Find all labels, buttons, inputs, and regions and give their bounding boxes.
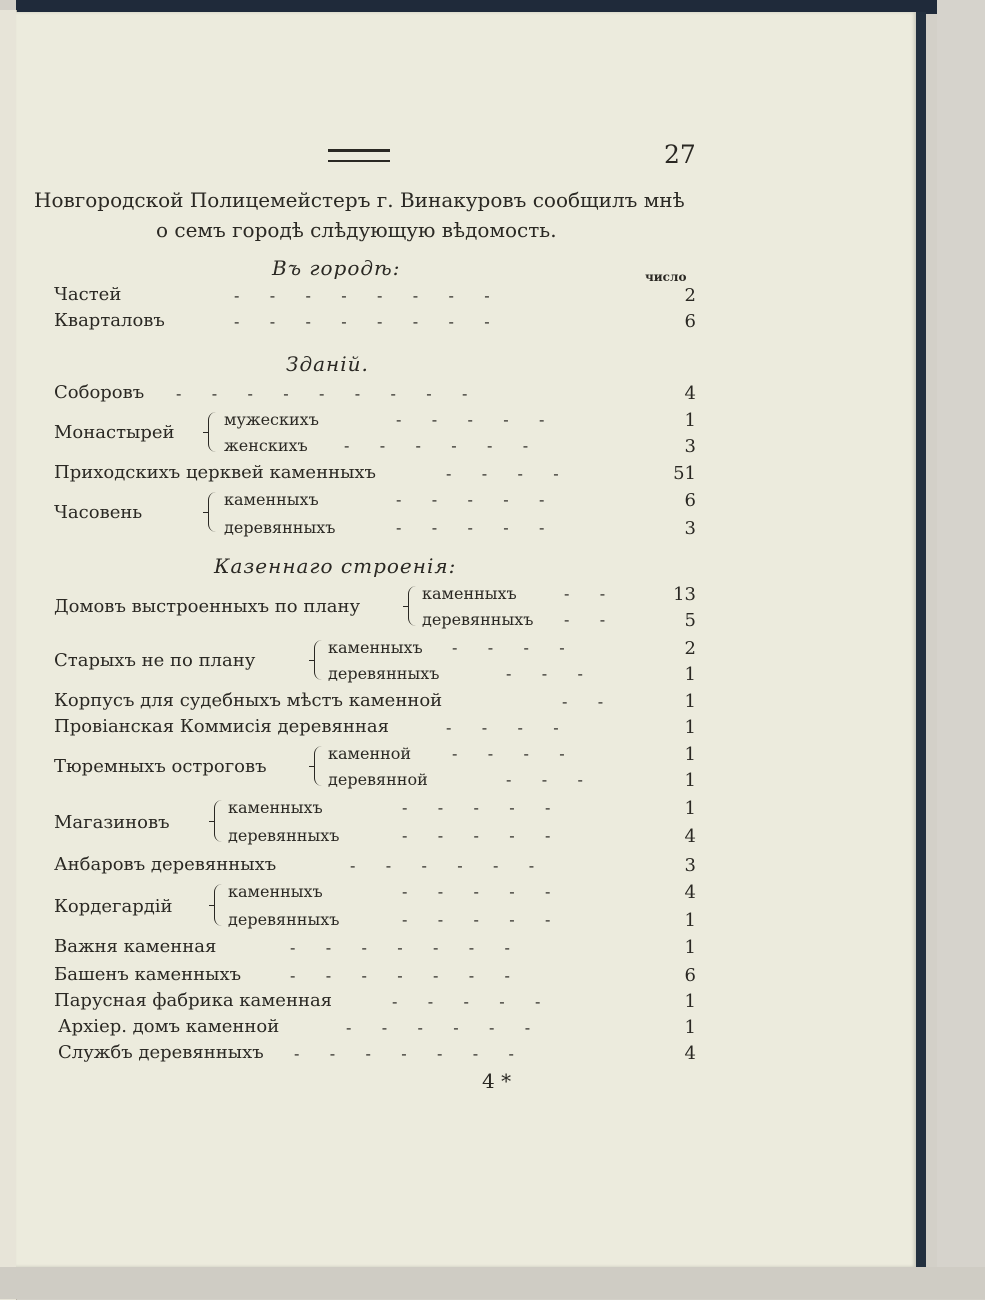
dash-leader: - - - - - - - [294,1044,516,1063]
dash-leader: - - - - - [396,518,547,537]
row-value: 1 [684,410,696,431]
dash-leader: - - - - - [402,882,553,901]
heading-line-2: о семъ городѣ слѣдующую вѣдомость. [156,218,557,242]
row-label-monastyrey: Монастырей [54,422,175,443]
dash-leader: - - [564,610,608,629]
row-value-chastey: 2 [684,285,696,306]
row-value-bashen: 6 [684,965,696,986]
row-label-magazinov: Магазиновъ [54,812,170,833]
row-label-parusnaya: Парусная фабрика каменная [54,990,333,1011]
row-label-kordegardiy: Кордегардій [54,896,173,917]
sub-label: каменныхъ [224,490,319,509]
row-value-kvartalov: 6 [684,311,696,332]
sub-label: мужескихъ [224,410,319,429]
brace [408,586,417,626]
row-value: 1 [684,664,696,685]
sub-label: каменныхъ [228,798,323,817]
dash-leader: - - - - - - [344,436,531,455]
binding-right [937,0,985,1299]
brace [214,800,223,842]
row-value: 4 [684,882,696,903]
sub-label: деревянныхъ [328,664,440,683]
brace [214,884,223,926]
row-value-prikhodskikh: 51 [673,463,696,484]
row-label-prikhodskikh: Приходскихъ церквей каменныхъ [54,462,377,483]
dash-leader: - - - - [446,718,561,737]
row-label-proviantskaya: Провіанская Коммисія деревянная [54,716,389,737]
row-value: 2 [684,638,696,659]
row-value-korpus: 1 [684,691,696,712]
dash-leader: - - - - [446,464,561,483]
dash-leader: - - - - [452,744,567,763]
row-value: 6 [684,490,696,511]
row-value-sluzhb: 4 [684,1043,696,1064]
row-label-chastey: Частей [54,284,122,305]
row-value: 3 [684,518,696,539]
sub-label: деревянныхъ [228,826,340,845]
row-label-chasoven: Часовень [54,502,143,523]
row-value-vazhnya: 1 [684,937,696,958]
row-label-bashen: Башенъ каменныхъ [54,964,242,985]
row-value-parusnaya: 1 [684,991,696,1012]
section-v-gorode: Въ городѣ: [272,256,401,280]
brace [208,492,217,532]
sub-label: деревянныхъ [224,518,336,537]
facing-page-edge [0,10,17,1300]
dash-leader: - - - - - - - - - [176,384,470,403]
heading-line-1: Новгородской Полицемейстеръ г. Винакуровъ сообщилъ мнѣ [34,188,685,212]
row-label-anbarov: Анбаровъ деревянныхъ [54,854,277,875]
dash-leader: - - [564,584,608,603]
sub-label: деревянныхъ [422,610,534,629]
dash-leader: - - - - - [402,910,553,929]
row-value: 1 [684,910,696,931]
dash-leader: - - - - - - - - [234,312,492,331]
row-value: 13 [673,584,696,605]
row-value: 5 [684,610,696,631]
sub-label: каменныхъ [422,584,517,603]
dash-leader: - - - [506,664,585,683]
dash-leader: - - - [506,770,585,789]
dash-leader: - - - - - [396,490,547,509]
dash-leader: - - - - [452,638,567,657]
sub-label: каменныхъ [228,882,323,901]
sub-label: женскихъ [224,436,308,455]
dash-leader: - - - - - - - [290,938,512,957]
row-value: 4 [684,826,696,847]
row-label-starykh: Старыхъ не по плану [54,650,256,671]
sub-label: деревянной [328,770,428,789]
section-kazennago: Казеннаго строенія: [214,554,457,578]
dash-leader: - - - - - - [346,1018,533,1037]
dash-leader: - - - - - - [350,856,537,875]
column-label: число [645,270,687,284]
brace [208,412,217,452]
sub-label: каменныхъ [328,638,423,657]
dash-leader: - - - - - [402,798,553,817]
book-page [16,12,916,1267]
row-label-korpus: Корпусъ для судебныхъ мѣстъ каменной [54,690,443,711]
row-value-proviantskaya: 1 [684,717,696,738]
row-value: 1 [684,798,696,819]
row-label-sluzhb: Службъ деревянныхъ [58,1042,264,1063]
dash-leader: - - - - - [392,992,543,1011]
row-value-anbarov: 3 [684,855,696,876]
row-label-arkhier: Архіер. домъ каменной [58,1016,280,1037]
row-value-soborov: 4 [684,383,696,404]
brace [314,746,323,786]
dash-leader: - - - - - - - - [234,286,492,305]
signature-mark: 4 * [482,1069,512,1093]
row-value: 1 [684,770,696,791]
row-label-tyuremnykh: Тюремныхъ остроговъ [54,756,267,777]
row-label-domov: Домовъ выстроенныхъ по плану [54,596,361,617]
dash-leader: - - [562,692,606,711]
sub-label: деревянныхъ [228,910,340,929]
row-label-kvartalov: Кварталовъ [54,310,165,331]
header-rule [328,149,390,162]
dash-leader: - - - - - - - [290,966,512,985]
row-value: 1 [684,744,696,765]
brace [314,640,323,680]
row-label-vazhnya: Важня каменная [54,936,217,957]
bottom-margin [0,1267,985,1299]
row-label-soborov: Соборовъ [54,382,145,403]
row-value-arkhier: 1 [684,1017,696,1038]
dash-leader: - - - - - [402,826,553,845]
sub-label: каменной [328,744,412,763]
row-value: 3 [684,436,696,457]
page-number: 27 [664,140,696,169]
dash-leader: - - - - - [396,410,547,429]
section-zdaniy: Зданій. [286,352,369,376]
